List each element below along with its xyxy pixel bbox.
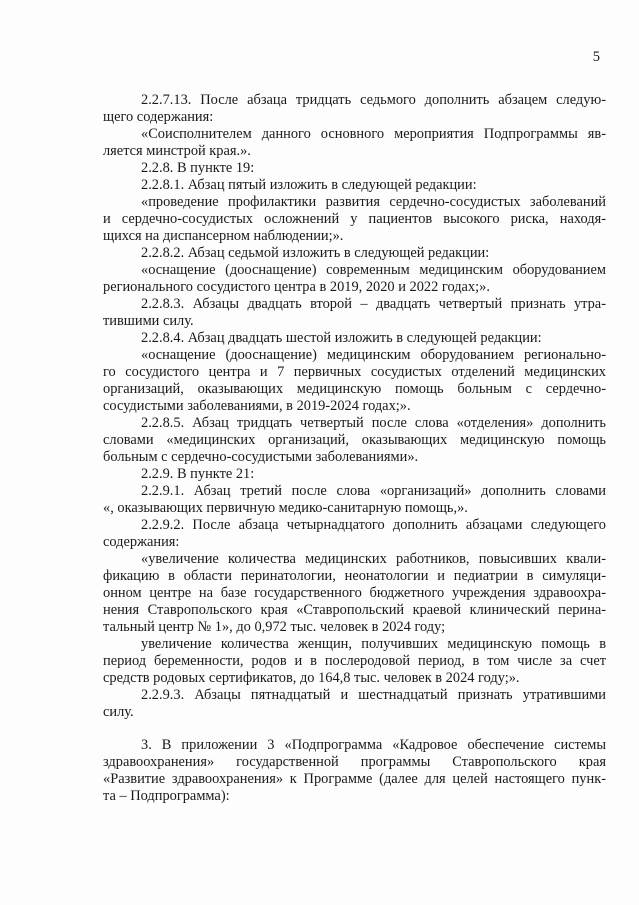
text-line: го сосудистого центра и 7 первичных сосудистых отделений медицинских	[103, 364, 606, 380]
text-line: онном центре на базе государственного бюджетного учреждения здравоохра-	[103, 585, 606, 601]
page-number: 5	[592, 49, 600, 65]
text-line: и сердечно-сосудистых осложнений у пациентов высокого риска, находя-	[103, 211, 606, 227]
text-line: организаций, оказывающих медицинскую помощь больным с сердечно-	[103, 381, 606, 397]
text-line: нения Ставропольского края «Ставропольский краевой клинический перина-	[103, 602, 606, 618]
text-line: словами «медицинских организаций, оказывающих медицинскую помощь	[103, 432, 606, 448]
text-line: «, оказывающих первичную медико-санитарную помощь,».	[103, 500, 468, 516]
text-line: «увеличение количества медицинских работников, повысивших квали-	[141, 551, 606, 567]
text-line: 2.2.8.4. Абзац двадцать шестой изложить в следующей редакции:	[141, 330, 542, 346]
text-line: период беременности, родов и в послеродовой период, в том числе за счет	[103, 653, 606, 669]
text-line: 2.2.8.3. Абзацы двадцать второй – двадцать четвертый признать утра-	[141, 296, 606, 312]
text-line: «Соисполнителем данного основного мероприятия Подпрограммы яв-	[141, 126, 606, 142]
text-line: увеличение количества женщин, получивших медицинскую помощь в	[141, 636, 606, 652]
text-line: 3. В приложении 3 «Подпрограмма «Кадровое обеспечение системы	[141, 737, 606, 753]
text-line: 2.2.9.3. Абзацы пятнадцатый и шестнадцатый признать утратившими	[141, 687, 606, 703]
text-line: 2.2.9.2. После абзаца четырнадцатого дополнить абзацами следующего	[141, 517, 606, 533]
text-line: ляется минстрой края.».	[103, 143, 251, 159]
text-line: 2.2.8. В пункте 19:	[141, 160, 255, 176]
text-line: 2.2.8.1. Абзац пятый изложить в следующей редакции:	[141, 177, 477, 193]
text-line: средств родовых сертификатов, до 164,8 тыс. человек в 2024 году;».	[103, 670, 520, 686]
text-line: «оснащение (дооснащение) современным медицинским оборудованием	[141, 262, 606, 278]
text-line: «проведение профилактики развития сердечно-сосудистых заболеваний	[141, 194, 606, 210]
text-line: здравоохранения» государственной программы Ставропольского края	[103, 754, 606, 770]
text-line: 2.2.8.5. Абзац тридцать четвертый после слова «отделения» дополнить	[141, 415, 606, 431]
text-line: фикацию в области перинатологии, неонатологии и педиатрии в симуляци-	[103, 568, 606, 584]
text-line: тившими силу.	[103, 313, 194, 329]
text-line: сосудистыми заболеваниями, в 2019-2024 годах;».	[103, 398, 411, 414]
text-line: щихся на диспансерном наблюдении;».	[103, 228, 344, 244]
text-line: тальный центр № 1», до 0,972 тыс. человек в 2024 году;	[103, 619, 446, 635]
text-line: та – Подпрограмма):	[103, 788, 230, 804]
text-line: 2.2.8.2. Абзац седьмой изложить в следующей редакции:	[141, 245, 490, 261]
text-line: больным с сердечно-сосудистыми заболеваниями».	[103, 449, 419, 465]
text-line: силу.	[103, 704, 134, 720]
paragraph-gap	[103, 721, 606, 737]
text-line: «оснащение (дооснащение) медицинским оборудованием регионально-	[141, 347, 606, 363]
text-line: 2.2.7.13. После абзаца тридцать седьмого дополнить абзацем следую-	[141, 92, 606, 108]
text-line: содержания:	[103, 534, 180, 550]
text-line: 2.2.9. В пункте 21:	[141, 466, 255, 482]
body-text	[103, 92, 606, 805]
text-line: щего содержания:	[103, 109, 214, 125]
text-line: «Развитие здравоохранения» к Программе (далее для целей настоящего пунк-	[103, 771, 606, 787]
text-line: регионального сосудистого центра в 2019, 2020 и 2022 годах;».	[103, 279, 490, 295]
text-line: 2.2.9.1. Абзац третий после слова «организаций» дополнить словами	[141, 483, 606, 499]
